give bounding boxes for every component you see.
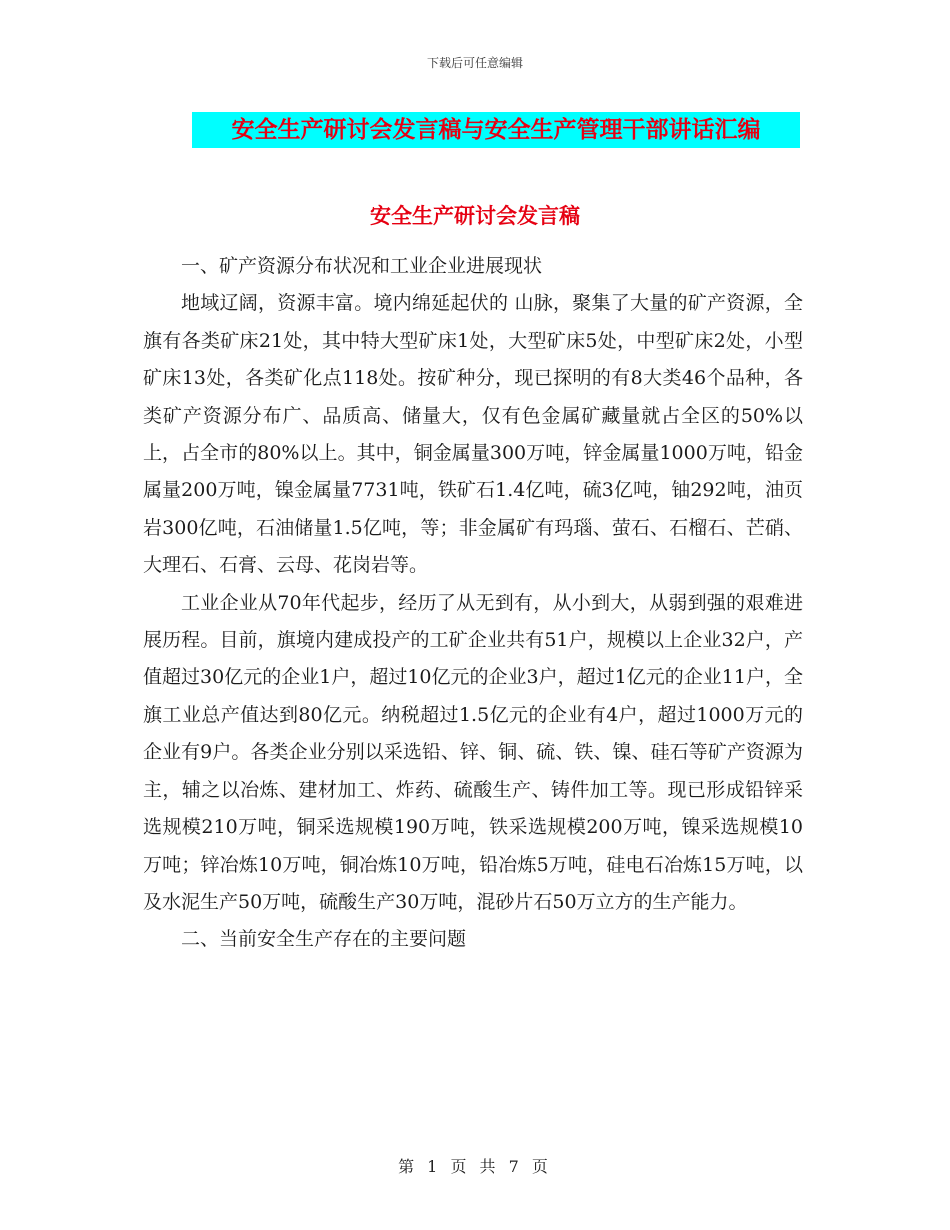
document-title: 安全生产研讨会发言稿与安全生产管理干部讲话汇编: [192, 112, 800, 148]
heading-paragraph: 一、矿产资源分布状况和工业企业进展现状: [181, 255, 543, 277]
body-paragraph: 地域辽阔，资源丰富。境内绵延起伏的 山脉，聚集了大量的矿产资源，全旗有各类矿床21处，其中特大型矿床1处，大型矿床5处，中型矿床2处，小型矿床13处，各类矿化点118处。按矿种分，现已探明的有8大类46个品种，各类矿产资源分布广、品质高、储量大，仅有色金属矿藏量就占全区的50%以上，占全市的80%以上。其中，铜金属量300万吨，锌金属量1000万吨，铅金属量200万吨，镍金属量7731吨，铁矿石1.4亿吨，硫3亿吨，铀292吨，油页岩300亿吨，石油储量1.5亿吨，等；非金属矿有玛瑙、萤石、石榴石、芒硝、大理石、石膏、云母、花岗岩等。: [143, 292, 803, 577]
heading-paragraph: 二、当前安全生产存在的主要问题: [181, 928, 467, 951]
header-note: 下载后可任意编辑: [426, 56, 523, 70]
page-number: 第 1 页 共 7 页: [398, 1157, 552, 1176]
document-body: [143, 248, 803, 959]
section-title: 安全生产研讨会发言稿: [370, 203, 580, 228]
body-paragraph: 工业企业从70年代起步，经历了从无到有，从小到大，从弱到强的艰难进展历程。目前，旗境内建成投产的工矿企业共有51户，规模以上企业32户，产值超过30亿元的企业1户，超过10亿元的企业3户，超过1亿元的企业11户，全旗工业总产值达到80亿元。纳税超过1.5亿元的企业有4户，超过1000万元的企业有9户。各类企业分别以采选铅、锌、铜、硫、铁、镍、硅石等矿产资源为主，辅之以冶炼、建材加工、炸药、硫酸生产、铸件加工等。现已形成铅锌采选规模210万吨，铜采选规模190万吨，铁采选规模200万吨，镍采选规模10万吨；锌冶炼10万吨，铜冶炼10万吨，铅冶炼5万吨，硅电石冶炼15万吨，以及水泥生产50万吨，硫酸生产30万吨，混砂片石50万立方的生产能力。: [143, 591, 803, 913]
